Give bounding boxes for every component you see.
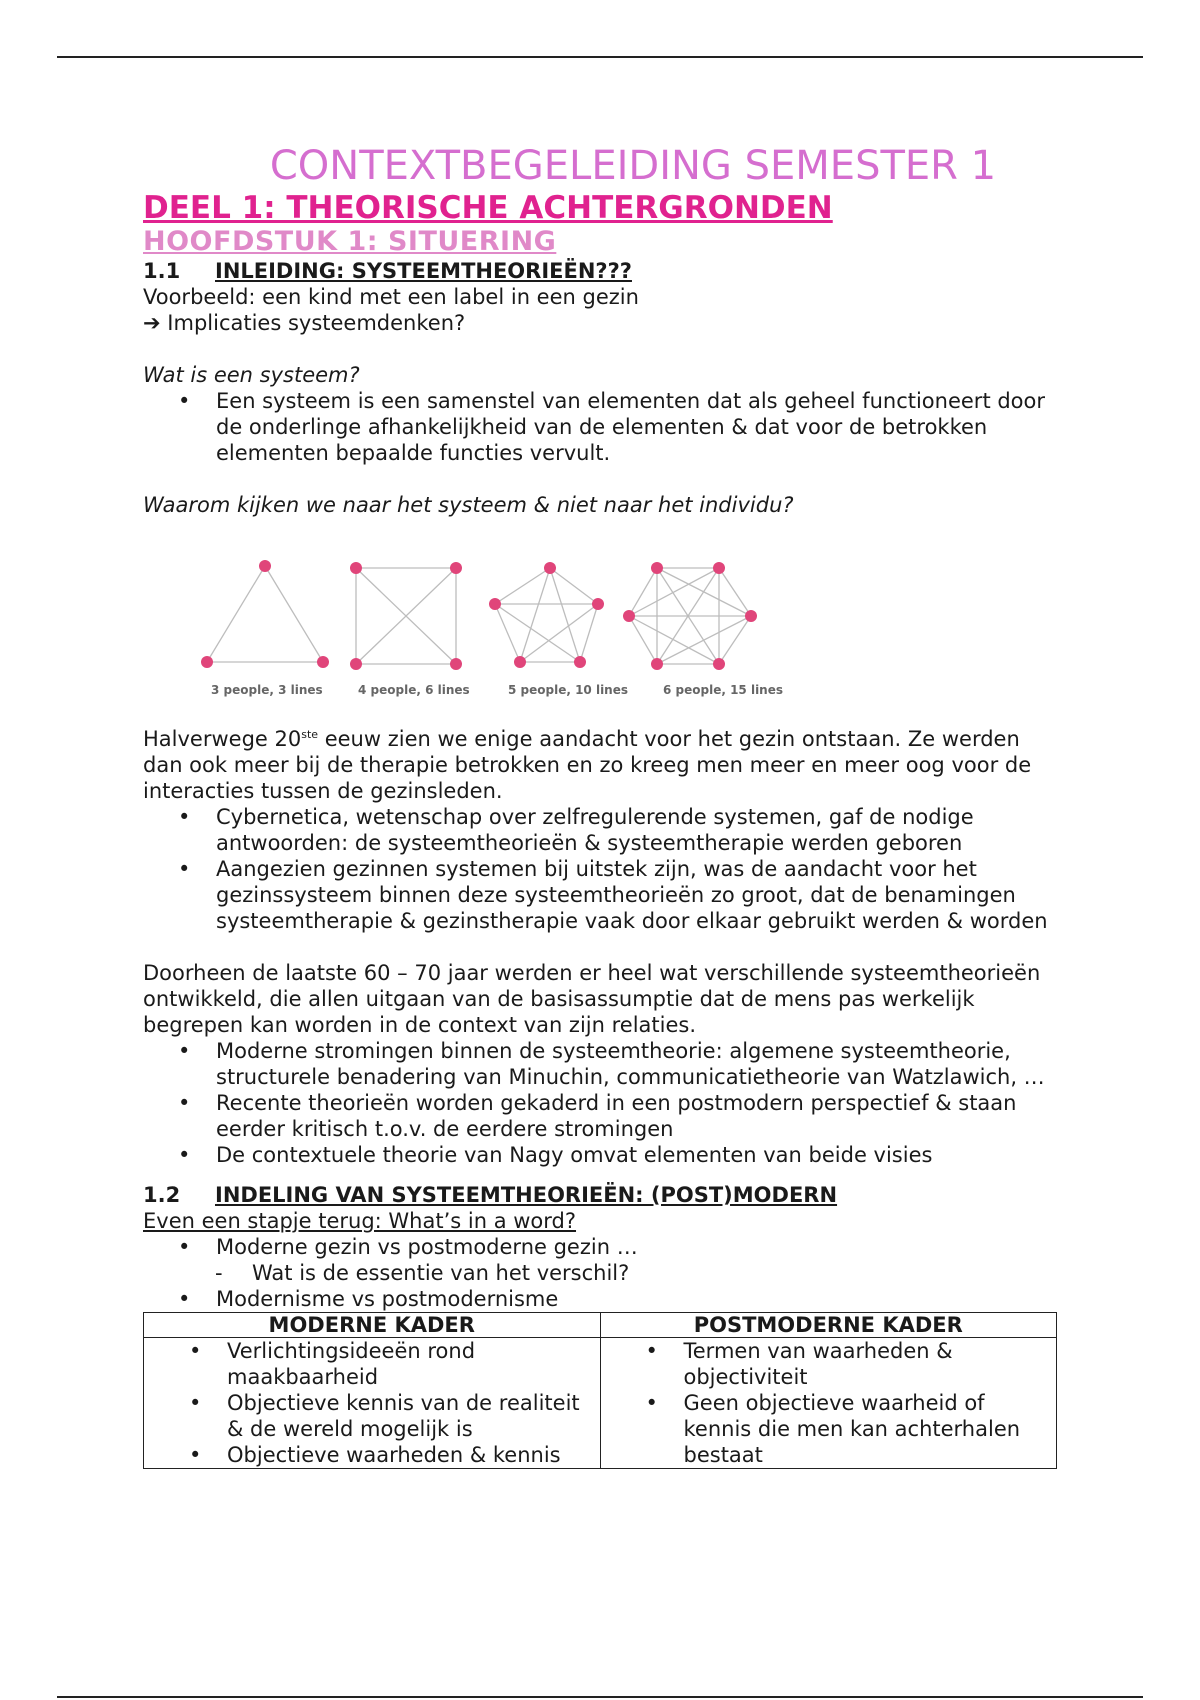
list-item: • Cybernetica, wetenschap over zelfregulerende systemen, gaf de nodige antwoorden: de systeemtheorieën & systeemtherapie werden geboren [143, 804, 1063, 856]
connection-line [657, 616, 751, 664]
section-number: 1.1 [143, 259, 181, 283]
section-heading-1-1 [143, 258, 1063, 284]
connection-line [207, 566, 265, 662]
diagram-label: 3 people, 3 lines [211, 683, 323, 697]
person-node [623, 610, 635, 622]
person-node [713, 562, 725, 574]
section-heading-1-2 [143, 1182, 1063, 1208]
implication-text: Implicaties systeemdenken? [167, 311, 466, 335]
document-title: CONTEXTBEGELEIDING SEMESTER 1 [269, 143, 997, 189]
person-node [713, 658, 725, 670]
connection-line [495, 568, 550, 604]
question-system: Wat is een systeem? [143, 363, 360, 387]
table-row [144, 1338, 1057, 1469]
list-item: • Geen objectieve waarheid of kennis die men kan achterhalen bestaat [601, 1390, 1057, 1468]
bullet-list-cybernetics [143, 804, 1063, 934]
diagram-label: 6 people, 15 lines [663, 683, 784, 697]
para-text: Halverwege 20 [143, 727, 302, 751]
network-diagram [173, 558, 793, 698]
table-cell-postmodern [600, 1338, 1057, 1469]
person-node [350, 562, 362, 574]
list-item: • Modernisme vs postmodernisme [143, 1286, 1063, 1312]
table-header: MODERNE KADER [144, 1313, 601, 1338]
list-item: • Moderne gezin vs postmoderne gezin … [143, 1234, 1063, 1260]
table-header: POSTMODERNE KADER [600, 1313, 1057, 1338]
para-text: eeuw zien we enige aandacht voor het gezin ontstaan. Ze werden dan ook meer bij de therapie betrokken en zo kreeg men meer en meer oog voor de interacties tussen de gezinsleden. [143, 727, 1032, 803]
person-node [514, 656, 526, 668]
connection-line [520, 604, 598, 662]
list-item: • Verlichtingsideeën rond maakbaarheid [144, 1338, 600, 1390]
example-line: Voorbeeld: een kind met een label in een gezin [143, 285, 639, 309]
question-why-system: Waarom kijken we naar het systeem & niet naar het individu? [143, 493, 794, 517]
diagram-label: 5 people, 10 lines [508, 683, 629, 697]
person-node [745, 610, 757, 622]
section-title: INDELING VAN SYSTEEMTHEORIEËN: (POST)MODERN [215, 1183, 838, 1207]
part-title: DEEL 1: THEORISCHE ACHTERGRONDEN [143, 190, 833, 226]
section-title: INLEIDING: SYSTEEMTHEORIEËN??? [215, 259, 632, 283]
arrow-right-icon: ➔ [143, 311, 161, 335]
list-item: - Wat is de essentie van het verschil? [143, 1260, 1063, 1286]
connection-line [719, 568, 751, 616]
document-page [143, 142, 1063, 1469]
diagram-label: 4 people, 6 lines [358, 683, 470, 697]
connection-line [520, 568, 550, 662]
connection-line [719, 616, 751, 664]
person-node [450, 562, 462, 574]
list-item: • Recente theorieën worden gekaderd in een postmodern perspectief & staan eerder kritisch t.o.v. de eerdere stromingen [143, 1090, 1063, 1142]
person-node [450, 658, 462, 670]
person-node [651, 562, 663, 574]
person-node [201, 656, 213, 668]
bullet-list-modernism [143, 1286, 1063, 1312]
list-item: • Een systeem is een samenstel van elementen dat als geheel functioneert door de onderlinge afhankelijkheid van de elementen & dat voor de betrokken elementen bepaalde functies vervult. [143, 388, 1063, 466]
connection-line [265, 566, 323, 662]
person-node [489, 598, 501, 610]
person-node [592, 598, 604, 610]
table-cell-modern [144, 1338, 601, 1469]
table-header-row [144, 1313, 1057, 1338]
paragraph-theories: Doorheen de laatste 60 – 70 jaar werden er heel wat verschillende systeemtheorieën ontwikkeld, die allen uitgaan van de basisassumptie dat de mens pas werkelijk begrepen kan worden in de context van zijn relaties. [143, 961, 1041, 1037]
person-node [317, 656, 329, 668]
subheading-word: Even een stapje terug: What’s in a word? [143, 1209, 577, 1233]
comparison-table [143, 1312, 1057, 1469]
person-node [651, 658, 663, 670]
list-item: • De contextuele theorie van Nagy omvat elementen van beide visies [143, 1142, 1063, 1168]
list-item: • Aangezien gezinnen systemen bij uitstek zijn, was de aandacht voor het gezinssysteem binnen deze systeemtheorieën zo groot, dat de benamingen systeemtherapie & gezinstherapie vaak door elkaar gebruikt werden & worden [143, 856, 1063, 934]
superscript: ste [301, 728, 319, 741]
list-item: • Moderne stromingen binnen de systeemtheorie: algemene systeemtheorie, structurele benadering van Minuchin, communicatietheorie van Watzlawich, … [143, 1038, 1063, 1090]
person-node [574, 656, 586, 668]
top-rule [57, 56, 1143, 58]
connection-line [550, 568, 580, 662]
connection-line [550, 568, 598, 604]
paragraph-history [143, 726, 1063, 804]
list-item: • Objectieve kennis van de realiteit & de wereld mogelijk is [144, 1390, 600, 1442]
person-node [259, 560, 271, 572]
dash-list [143, 1260, 1063, 1286]
implication-line [143, 310, 1063, 336]
bottom-rule [57, 1696, 1143, 1698]
person-node [350, 658, 362, 670]
section-number: 1.2 [143, 1183, 181, 1207]
bullet-list-streams [143, 1038, 1063, 1168]
chapter-title: HOOFDSTUK 1: SITUERING [143, 226, 557, 257]
connection-line [580, 604, 598, 662]
list-item: • Objectieve waarheden & kennis [144, 1442, 600, 1468]
bullet-list-modern [143, 1234, 1063, 1260]
person-node [544, 562, 556, 574]
bullet-list-definition [143, 388, 1063, 466]
list-item: • Termen van waarheden & objectiviteit [601, 1338, 1057, 1390]
